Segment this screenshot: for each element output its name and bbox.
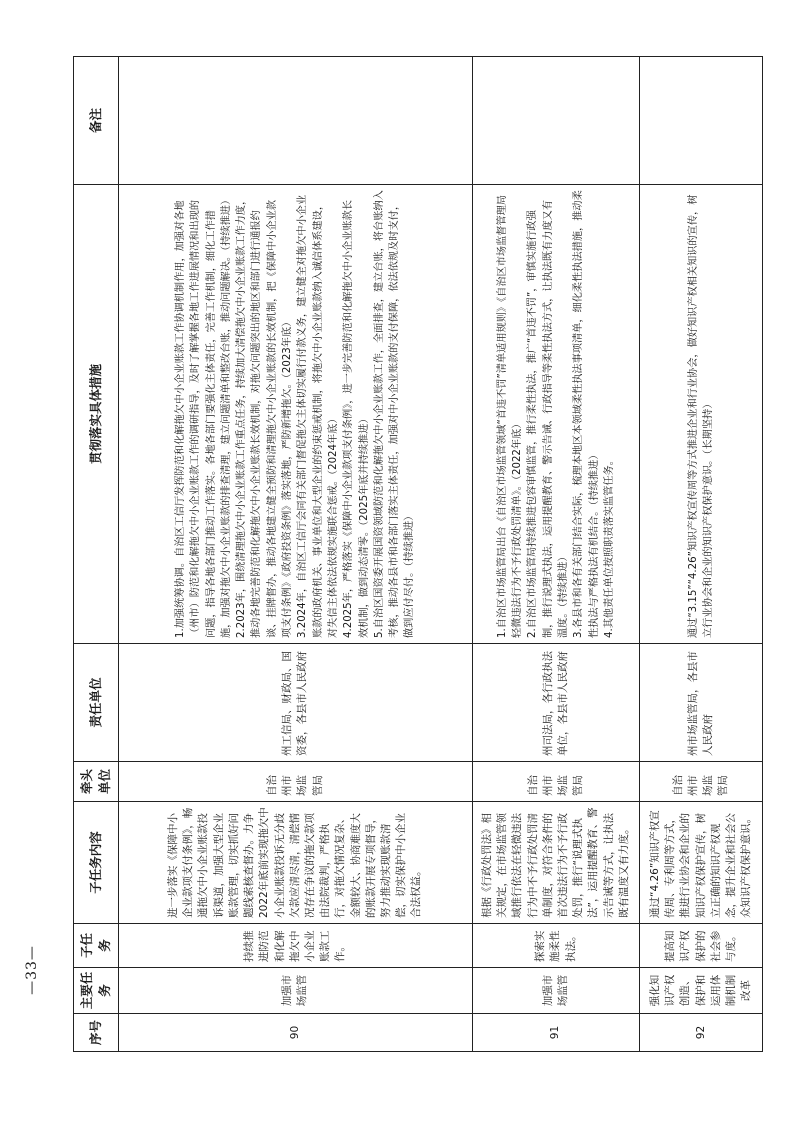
measure-item: 3.各县市和各有关部门结合实际，梳理本地区本领域柔性执法事项清单，细化柔性执法措施，推动柔性执法与严格执法有机结合。（持续推进） xyxy=(573,190,600,638)
header-responsible-units: 责任单位 xyxy=(74,644,119,762)
measure-item: 5.自治区国资委开展国资领域防范和化解拖欠中小企业账款工作，全面排查，建立台账，将台账纳入考核，推动各县市和各部门落实主体责任，加强对中小企业账款的支付保障，依法依规及时支付，做到应付尽付。（持续推进） xyxy=(373,190,416,638)
row-main-task: 加强市场监管 xyxy=(472,968,640,1014)
page-number-value: 33 xyxy=(24,960,40,980)
row-lead-unit: 自治州市场监管局 xyxy=(640,762,763,802)
row-measures xyxy=(640,185,763,644)
measure-item: 2.自治区市场监管局持续推进包容审慎监管，推行柔性执法，推广“首违不罚”，审慎实施行政强制，推行说理式执法，运用提醒教育、警示告诫、行政指导等柔性执法方式，让执法既有力度又有温度。（持续推进） xyxy=(527,199,569,638)
header-remarks: 备注 xyxy=(74,57,119,185)
rotated-table-sheet xyxy=(73,57,763,1052)
page-number: —33— xyxy=(24,945,40,995)
measure-item: 通过“3.15”“4.26”知识产权宣传周等方式推进企业和行业协会，做好知识产权相关知识的宣传，树立行业协会和企业的知识产权保护意识。（长期坚持） xyxy=(687,194,715,638)
row-remarks xyxy=(119,57,473,185)
table-header-row xyxy=(74,57,119,1052)
task-table xyxy=(73,56,763,1052)
measure-item: 1.加强统筹协调。自治区工信厅发挥防范和化解拖欠中小企业账款工作协调机制作用，加强对各地（州市）防范和化解拖欠中小企业账款工作的调研指导，及时了解掌握各地工作进展情况和出现的问题，指导各地各部门推动工作落实。各地各部门要强化主体责任，完善工作机制，细化工作措施，加强对拖欠中小企业账款的排查清理，建立问题清单和整改台账，推动问题解决。（持续推进） xyxy=(174,194,232,638)
row-sub-task-content: 通过“4.26”知识产权宣传周、专利周等方式，推进行业协会和企业的知识产权保护宣传，树立正确的知识产权观念，提升企业和社会公众知识产权保护意识。 xyxy=(640,802,763,924)
row-sub-task: 提高知识产权保护的社会参与度。 xyxy=(640,924,763,968)
row-measures xyxy=(119,185,473,644)
row-remarks xyxy=(472,57,640,185)
table-row xyxy=(119,57,473,1052)
measure-item: 4.其他责任单位按照职责落实监管任务。 xyxy=(603,455,615,638)
row-index: 92 xyxy=(640,1014,763,1052)
header-sub-task: 子任务 xyxy=(74,924,119,968)
header-main-task: 主要任务 xyxy=(74,968,119,1014)
row-responsible-units: 州司法局，各行政执法单位，各县市人民政府 xyxy=(472,644,640,762)
row-sub-task-content: 根据《行政处罚法》相关规定，在市场监管领域推行依法在轻微违法行为中不予行政处罚清单制度，对符合条件的首次违法行为不予行政处罚，推行“说理式执法”，运用提醒教育、警示告诫等方式，让执法既有温度又有力度。 xyxy=(472,802,640,924)
measure-item: 4.2025年，严格落实《保障中小企业款项支付条例》，进一步完善防范和化解拖欠中小企业账款长效机制，做到动态清零。（2025年底并持续推进） xyxy=(343,199,370,638)
row-main-task: 强化知识产权创造、保护和运用体制机制改革 xyxy=(640,968,763,1014)
measure-item: 1.自治区市场监管局出台《自治区市场监管领域“首违不罚”清单适用规则》《自治区市场监督管理局轻微违法行为不予行政处罚清单》。（2022年底） xyxy=(496,194,524,638)
row-lead-unit: 自治州市场监管局 xyxy=(119,762,473,802)
row-lead-unit: 自治州市场监管局 xyxy=(472,762,640,802)
row-remarks xyxy=(640,57,763,185)
row-main-task: 加强市场监管 xyxy=(119,968,473,1014)
row-sub-task-content: 进一步落实《保障中小企业款项支付条例》，畅通拖欠中小企业账款投诉渠道，加强大型企业账款管理，切实抓好问题线索核查督办。力争2022年底前实现拖欠中小企业账款投诉无分歧欠款应清尽清，清偿情况存在争议的拖欠款项由法院裁判，严格执行，对拖欠情况复杂、金额较大、协商难度大的账款开展专项督导，努力推动实现账款清偿，切实保护中小企业合法权益。 xyxy=(119,802,473,924)
row-responsible-units: 州市场监管局，各县市人民政府 xyxy=(640,644,763,762)
header-measures: 贯彻落实具体措施 xyxy=(74,185,119,644)
row-sub-task: 探索实施柔性执法。 xyxy=(472,924,640,968)
table-row xyxy=(472,57,640,1052)
row-measures xyxy=(472,185,640,644)
header-index: 序号 xyxy=(74,1014,119,1052)
table-row xyxy=(640,57,763,1052)
row-sub-task: 持续推进防范和化解拖欠中小企业账款工作。 xyxy=(119,924,473,968)
measure-item: 3.2024年，自治区工信厅会同有关部门督促拖欠主体切实履行付款义务，建立健全对拖欠中小企业账款的政府机关、事业单位和大型企业的约束惩戒机制，将拖欠中小企业账款纳入诚信体系建设，对失信主体依法依规实施联合惩戒。（2024年底） xyxy=(297,194,339,638)
row-index: 90 xyxy=(119,1014,473,1052)
measure-item: 2.2023年，围绕清理拖欠中小企业账款工作重点任务，持续加大清偿拖欠中小企业账款工作力度，推动各地完善防范和化解拖欠中小企业账款长效机制，对拖欠问题突出的地区和部门进行通报约谈、挂牌督办，推动各地建立健全预防和清理拖欠中小企业账款的长效机制，把《保障中小企业款项支付条例》《政府投资条例》落实落地，严防新增拖欠。（2023年底） xyxy=(236,194,294,638)
row-responsible-units: 州工信局、财政局、国资委，各县市人民政府 xyxy=(119,644,473,762)
row-index: 91 xyxy=(472,1014,640,1052)
header-sub-task-content: 子任务内容 xyxy=(74,802,119,924)
header-lead-unit: 牵头单位 xyxy=(74,762,119,802)
